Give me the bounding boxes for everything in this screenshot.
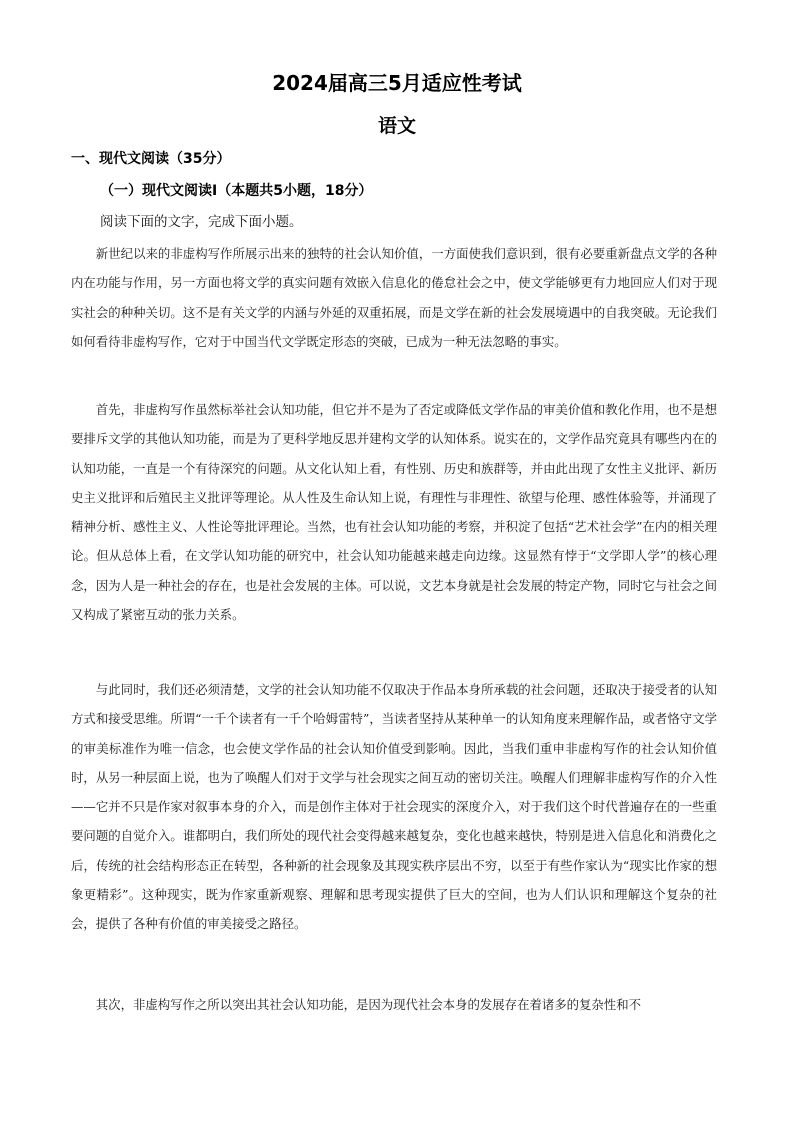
passage-paragraph-4: 其次，非虚构写作之所以突出其社会认知功能，是因为现代社会本身的发展存在着诸多的复杂性和不 xyxy=(95,997,641,1012)
reading-instruction: 阅读下面的文字，完成下面小题。 xyxy=(100,214,303,230)
passage-paragraph-1: 新世纪以来的非虚构写作所展示出来的独特的社会认知价值，一方面使我们意识到，很有必要重新盘点文学的各种内在功能与作用，另一方面也将文学的真实问题有效嵌入信息化的倦怠社会之中，使文学能够更有力地回应人们对于现实社会的种种关切。这不是有关文学的内涵与外延的双重拓展，而是文学在新的社会发展境遇中的自我突破。无论我们如何看待非虚构写作，它对于中国当代文学既定形态的突破，已成为一种无法忽略的事实。 xyxy=(71,246,717,349)
section-heading: 一、现代文阅读（35分） xyxy=(71,151,231,167)
passage-paragraph-2: 首先，非虚构写作虽然标举社会认知功能，但它并不是为了否定或降低文学作品的审美价值和教化作用，也不是想要排斥文学的其他认知功能，而是为了更科学地反思并建构文学的认知体系。说实在的，文学作品究竟具有哪些内在的认知功能，一直是一个有待深究的问题。从文化认知上看，有性别、历史和族群等，并由此出现了女性主义批评、新历史主义批评和后殖民主义批评等理论。从人性及生命认知上说，有理性与非理性、欲望与伦理、感性体验等，并涌现了精神分析、感性主义、人性论等批评理论。当然，也有社会认知功能的考察，并积淀了包括“艺术社会学”在内的相关理论。但从总体上看，在文学认知功能的研究中，社会认知功能越来越走向边缘。这显然有悖于“文学即人学”的核心理念，因为人是一种社会的存在，也是社会发展的主体。可以说，文艺本身就是社会发展的特定产物，同时它与社会之间又构成了紧密互动的张力关系。 xyxy=(71,402,717,623)
passage-paragraph-3: 与此同时，我们还必须清楚，文学的社会认知功能不仅取决于作品本身所承载的社会问题，还取决于接受者的认知方式和接受思维。所谓“一千个读者有一千个哈姆雷特”，当读者坚持从某种单一的认知角度来理解作品，或者恪守文学的审美标准作为唯一信念，也会使文学作品的社会认知价值受到影响。因此，当我们重申非虚构写作的社会认知价值时，从另一种层面上说，也为了唤醒人们对于文学与社会现实之间互动的密切关注。唤醒人们理解非虚构写作的介入性——它并不只是作家对叙事本身的介入，而是创作主体对于社会现实的深度介入，对于我们这个时代普遍存在的一些重要问题的自觉介入。谁都明白，我们所处的现代社会变得越来越复杂，变化也越来越快，特别是进入信息化和消费化之后，传统的社会结构形态正在转型，各种新的社会现象及其现实秩序层出不穷，以至于有些作家认为“现实比作家的想象更精彩”。这种现实，既为作家重新观察、理解和思考现实提供了巨大的空间，也为人们认识和理解这个复杂的社会，提供了各种有价值的审美接受之路径。 xyxy=(71,682,717,932)
subsection-heading: （一）现代文阅读Ⅰ（本题共5小题，18分） xyxy=(100,183,373,199)
exam-title: 2024届高三5月适应性考试 xyxy=(272,71,522,95)
subject-title: 语文 xyxy=(377,115,416,137)
